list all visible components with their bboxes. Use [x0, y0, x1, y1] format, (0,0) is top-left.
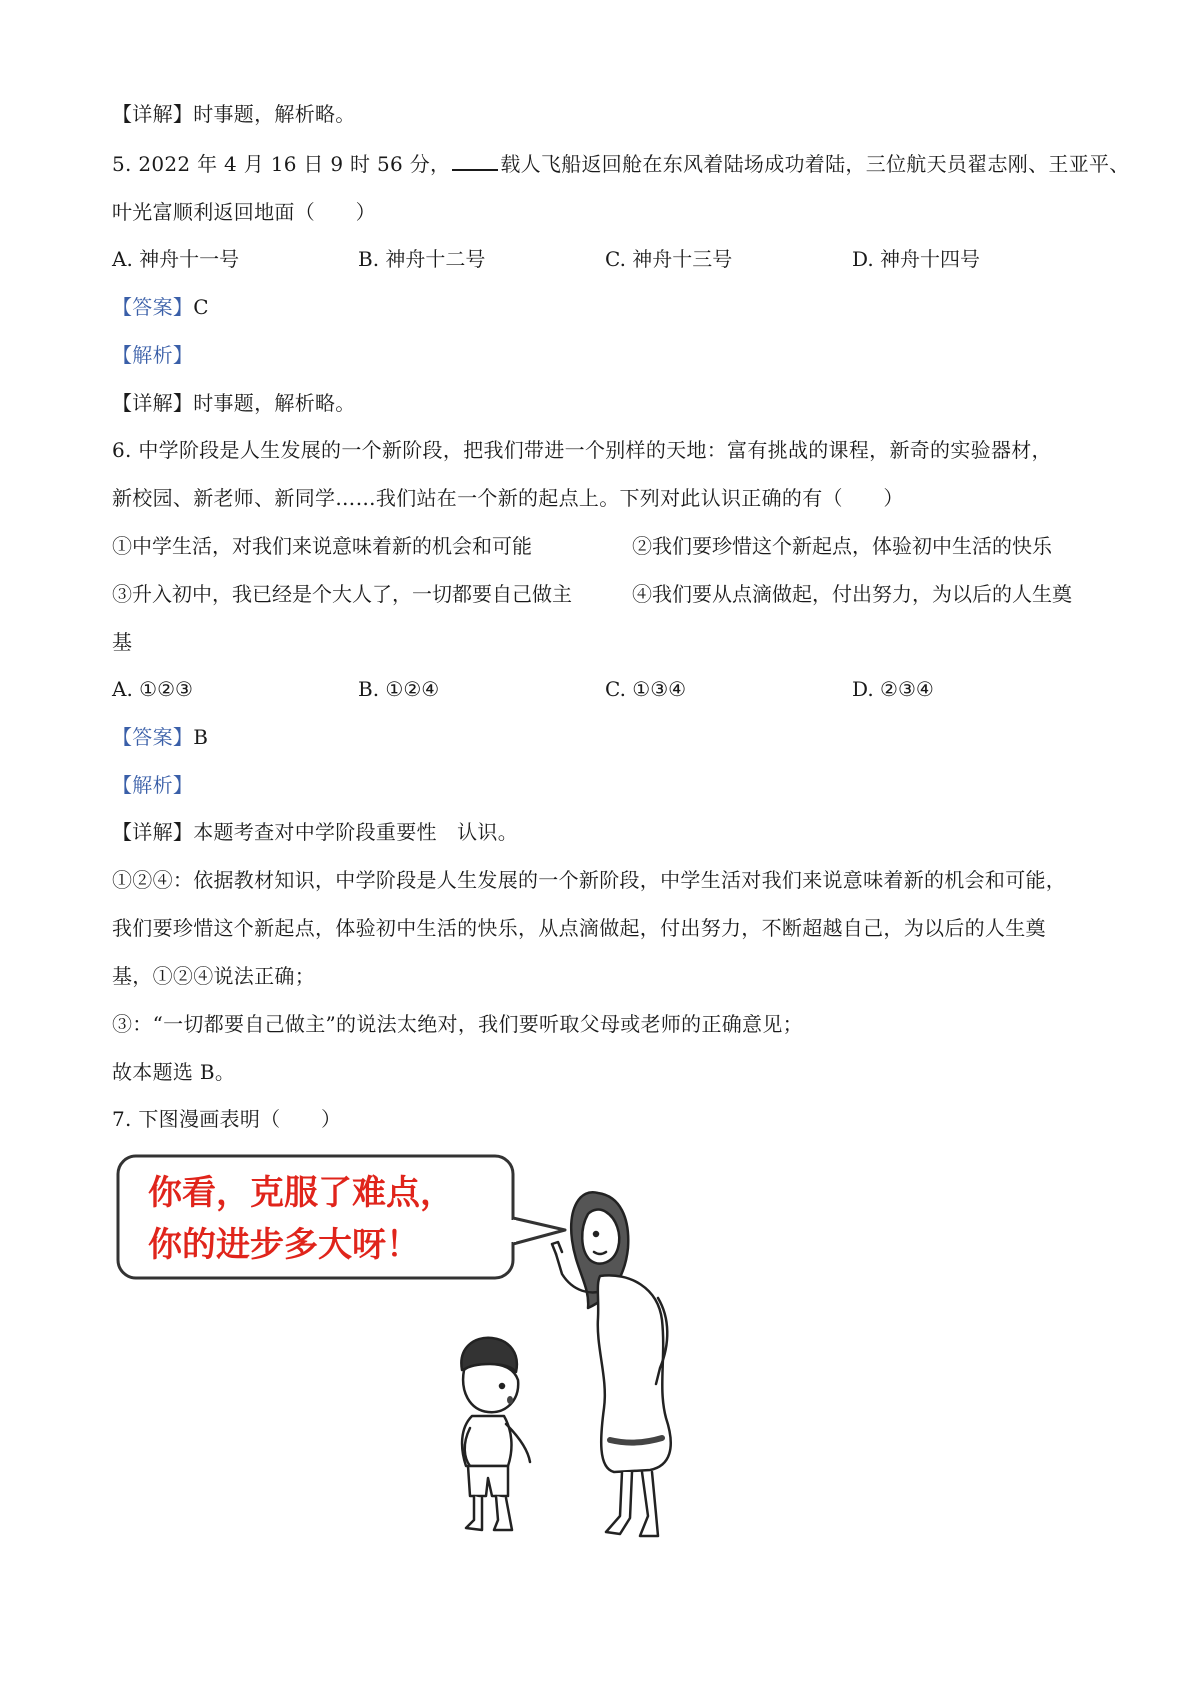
- q5-blank: [452, 151, 498, 171]
- q4-detail: [112, 100, 356, 128]
- q5-stem-line1: [112, 150, 1130, 178]
- q5-answer: [112, 293, 209, 321]
- q6-conclusion: 故本题选 B。: [112, 1060, 236, 1084]
- q5-stem-part-b: 载人飞船返回舱在东风着陆场成功着陆，三位航天员翟志刚、王亚平、: [500, 152, 1130, 176]
- q4-detail-tag: 【详解】: [112, 102, 194, 126]
- boy-figure: [461, 1338, 530, 1530]
- q6-detail: [112, 818, 518, 846]
- q6-answer: [112, 723, 208, 751]
- q5-answer-tag: 【答案】: [112, 295, 194, 319]
- q6-item-2: ②我们要珍惜这个新起点，体验初中生活的快乐: [632, 534, 1052, 558]
- q5-answer-value: C: [193, 295, 209, 319]
- q6-explanation-1: ①②④：依据教材知识，中学阶段是人生发展的一个新阶段，中学生活对我们来说意味着新的机会和可能，: [112, 868, 1067, 892]
- teacher-figure: [552, 1192, 671, 1536]
- q6-option-d: D. ②③④: [852, 677, 934, 701]
- q5-option-d: D. 神舟十四号: [852, 247, 981, 271]
- q5-stem-part-a: 5. 2022 年 4 月 16 日 9 时 56 分，: [112, 152, 451, 176]
- q5-option-b: B. 神舟十二号: [358, 247, 486, 271]
- bubble-text-line2: 你的进步多大呀！: [148, 1225, 420, 1265]
- q6-answer-tag: 【答案】: [112, 725, 194, 749]
- q7-stem: 7. 下图漫画表明（ ）: [112, 1107, 342, 1131]
- q6-detail-tag: 【详解】: [112, 820, 194, 844]
- q5-detail-tag: 【详解】: [112, 391, 194, 415]
- q5-detail: [112, 389, 356, 417]
- q6-analysis-tag: 【解析】: [112, 773, 194, 797]
- q6-answer-value: B: [193, 725, 209, 749]
- q6-item-4: ④我们要从点滴做起，付出努力，为以后的人生奠: [632, 582, 1072, 606]
- q5-option-c: C. 神舟十三号: [605, 247, 733, 271]
- q6-option-c: C. ①③④: [605, 677, 687, 701]
- q6-item-1: ①中学生活，对我们来说意味着新的机会和可能: [112, 534, 532, 558]
- q6-explanation-3: 基，①②④说法正确；: [112, 964, 315, 988]
- q6-item-4-cont: 基: [112, 630, 133, 654]
- q6-detail-text: 本题考查对中学阶段重要性 认识。: [193, 820, 519, 844]
- q6-option-b: B. ①②④: [358, 677, 440, 701]
- q5-option-a: A. 神舟十一号: [112, 247, 240, 271]
- speech-bubble: [118, 1156, 565, 1278]
- q5-stem-line2: 叶光富顺利返回地面（ ）: [112, 200, 376, 224]
- comic-illustration: [110, 1148, 810, 1548]
- q6-stem-line2: 新校园、新老师、新同学……我们站在一个新的起点上。下列对此认识正确的有（ ）: [112, 486, 904, 510]
- bubble-text-line1: 你看，克服了难点，: [148, 1173, 454, 1213]
- q5-analysis-tag: 【解析】: [112, 343, 194, 367]
- q4-detail-text: 时事题，解析略。: [193, 102, 356, 126]
- q6-item-3: ③升入初中，我已经是个大人了，一切都要自己做主: [112, 582, 572, 606]
- q6-explanation-2: 我们要珍惜这个新起点，体验初中生活的快乐，从点滴做起，付出努力，不断超越自己，为以后的人生奠: [112, 916, 1046, 940]
- q6-stem-line1: 6. 中学阶段是人生发展的一个新阶段，把我们带进一个别样的天地：富有挑战的课程，新奇的实验器材，: [112, 438, 1052, 462]
- q6-option-a: A. ①②③: [112, 677, 193, 701]
- q5-detail-text: 时事题，解析略。: [193, 391, 356, 415]
- q6-explanation-4: ③：“一切都要自己做主”的说法太绝对，我们要听取父母或老师的正确意见；: [112, 1012, 803, 1036]
